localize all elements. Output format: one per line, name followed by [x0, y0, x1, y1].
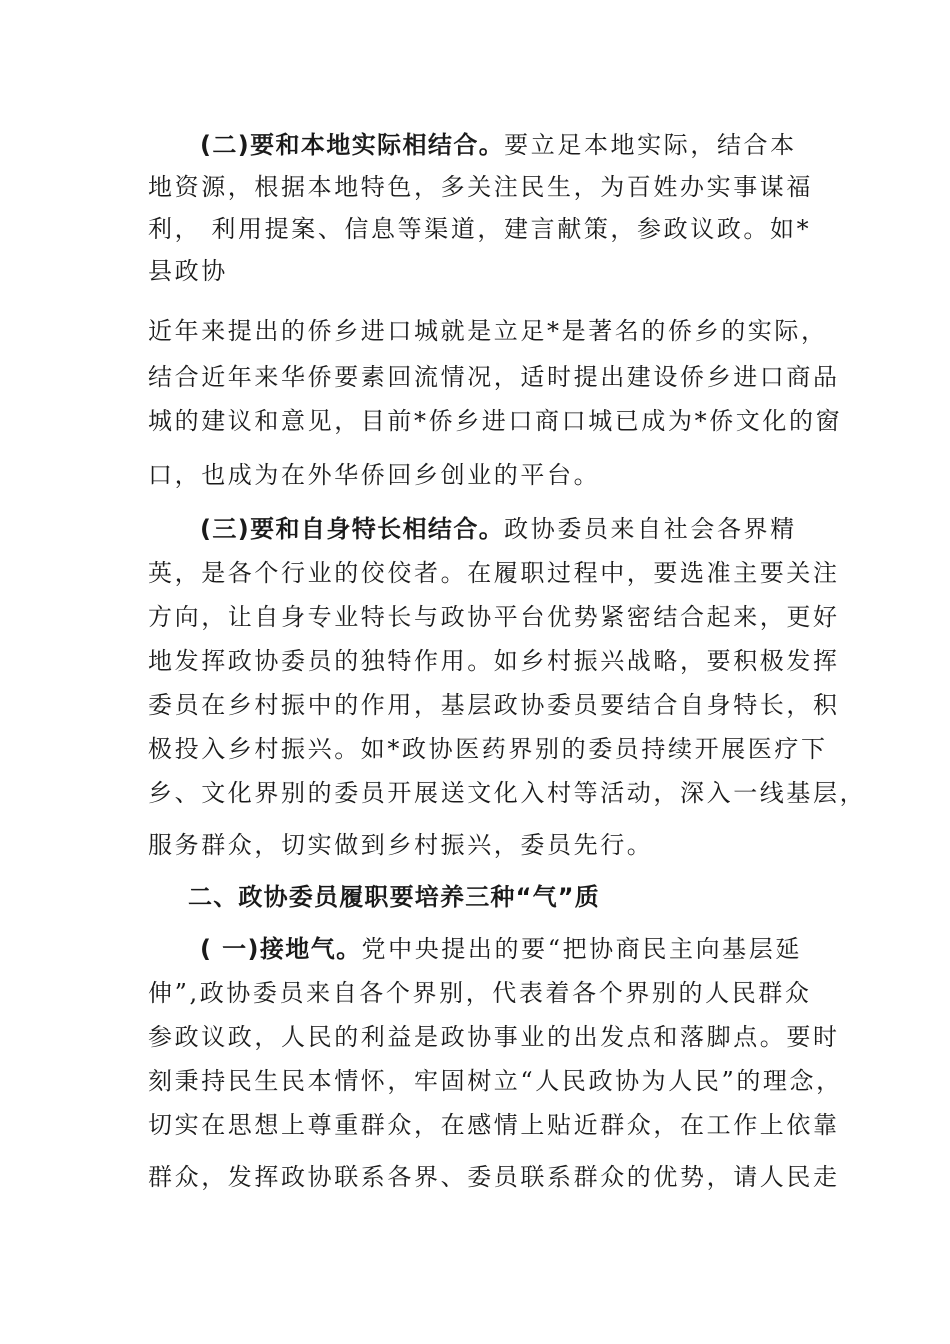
paragraph-line: 参政议政，人民的利益是政协事业的出发点和落脚点。要时	[148, 1023, 840, 1051]
paragraph-line: 利， 利用提案、信息等渠道，建言献策，参政议政。如*	[148, 215, 812, 243]
paragraph-line: 切实在思想上尊重群众，在感情上贴近群众，在工作上依靠	[148, 1111, 840, 1139]
paragraph-line: 地发挥政协委员的独特作用。如乡村振兴战略，要积极发挥	[148, 647, 840, 675]
paragraph-line	[200, 932, 810, 966]
paragraph-line: 口，也成为在外华侨回乡创业的平台。	[148, 461, 601, 489]
body-text: 政协委员来自社会各界精	[504, 515, 797, 543]
section-heading: (二)要和本地实际相结合。	[200, 131, 505, 159]
paragraph-line	[200, 512, 810, 546]
body-text: 要立足本地实际，结合本	[504, 131, 797, 159]
paragraph-line: 城的建议和意见，目前*侨乡进口商口城已成为*侨文化的窗	[148, 407, 843, 435]
section-heading: (三)要和自身特长相结合。	[200, 515, 505, 543]
section-heading: ( 一)接地气。	[200, 935, 362, 963]
paragraph-line: 服务群众，切实做到乡村振兴，委员先行。	[148, 831, 654, 859]
paragraph-line: 刻秉持民生民本情怀，牢固树立“人民政协为人民”的理念，	[148, 1067, 843, 1095]
paragraph-line: 结合近年来华侨要素回流情况，适时提出建设侨乡进口商品	[148, 363, 840, 391]
paragraph-line: 英，是各个行业的佼佼者。在履职过程中，要选准主要关注	[148, 559, 840, 587]
paragraph-line: 近年来提出的侨乡进口城就是立足*是著名的侨乡的实际，	[148, 317, 828, 345]
section-title: 二、政协委员履职要培养三种“气”质	[188, 883, 600, 911]
paragraph-line: 委员在乡村振中的作用，基层政协委员要结合自身特长，积	[148, 691, 840, 719]
paragraph-line: 乡、文化界别的委员开展送文化入村等活动，深入一线基层，	[148, 779, 867, 807]
paragraph-line: 方向，让自身专业特长与政协平台优势紧密结合起来，更好	[148, 603, 840, 631]
paragraph-line: 地资源，根据本地特色，多关注民生，为百姓办实事谋福	[148, 173, 813, 201]
paragraph-line: 极投入乡村振兴。如*政协医药界别的委员持续开展医疗下	[148, 735, 828, 763]
paragraph-line: 县政协	[148, 257, 228, 285]
paragraph-line	[200, 128, 810, 162]
body-text: 党中央提出的要“把协商民主向基层延	[361, 935, 802, 963]
paragraph-line: 伸”,政协委员来自各个界别，代表着各个界别的人民群众	[148, 979, 812, 1007]
paragraph-line: 群众，发挥政协联系各界、委员联系群众的优势，请人民走	[148, 1163, 840, 1191]
